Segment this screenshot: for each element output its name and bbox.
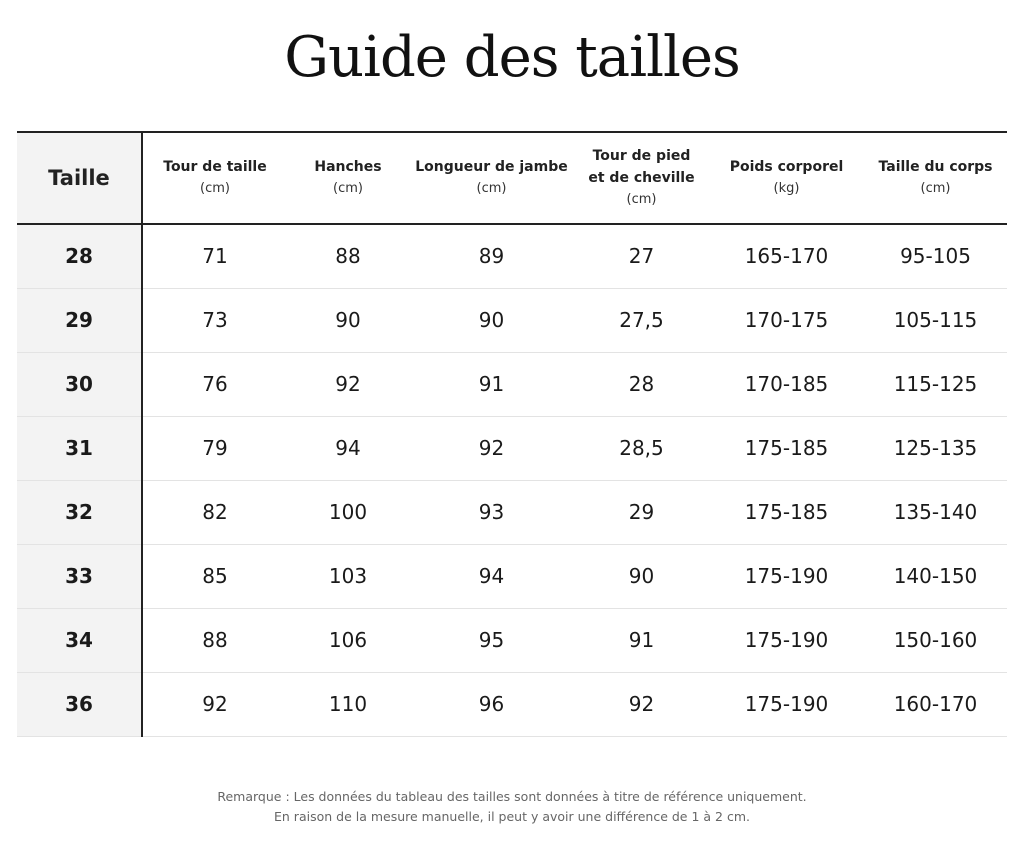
size-cell: 33 [17, 544, 142, 608]
footnote [0, 787, 1024, 827]
table-cell: 140-150 [893, 564, 978, 588]
table-cell: 27,5 [619, 308, 664, 332]
column-header-unit: (cm) [920, 181, 951, 196]
table-cell: 94 [335, 436, 361, 460]
size-cell: 29 [17, 288, 142, 352]
table-cell: 92 [628, 692, 655, 716]
table-row [17, 416, 1007, 480]
table-cell: 92 [335, 372, 361, 396]
table-cell: 76 [202, 372, 228, 396]
table-cell: 85 [202, 564, 228, 588]
page-title: Guide des tailles [284, 25, 740, 90]
column-header-label: Longueur de jambe [415, 159, 568, 175]
size-cell: 32 [17, 480, 142, 544]
table-cell: 27 [628, 244, 655, 269]
table-cell: 103 [328, 564, 368, 588]
table-cell: 82 [202, 500, 228, 524]
column-header-unit: (cm) [476, 181, 507, 196]
table-cell: 96 [478, 692, 505, 716]
table-header-row [17, 132, 1007, 224]
table-cell: 92 [478, 436, 505, 460]
table-cell: 88 [202, 628, 228, 652]
table-row [17, 224, 1007, 288]
table-cell: 175-190 [744, 628, 829, 652]
column-header-label: Taille [48, 166, 110, 190]
table-row [17, 672, 1007, 736]
table-row [17, 288, 1007, 352]
table-cell: 106 [328, 628, 368, 652]
table-body [17, 224, 1007, 736]
table-cell: 150-160 [893, 628, 978, 652]
table-cell: 95-105 [900, 244, 971, 269]
column-header [864, 132, 1007, 224]
table-cell: 88 [335, 244, 361, 269]
table-cell: 90 [478, 308, 505, 332]
table-cell: 29 [628, 500, 655, 524]
table-row [17, 544, 1007, 608]
table-cell: 175-185 [744, 500, 829, 524]
column-header-unit: (cm) [200, 181, 230, 196]
table-cell: 135-140 [893, 500, 978, 524]
footnote-line-1: Remarque : Les données du tableau des tailles sont données à titre de référence uniquement. [217, 789, 807, 804]
column-header [709, 132, 864, 224]
table-cell: 170-185 [744, 372, 829, 396]
table-cell: 28,5 [619, 436, 664, 460]
column-header-unit: (cm) [333, 181, 363, 196]
table-cell: 110 [328, 692, 368, 716]
table-cell: 125-135 [893, 436, 978, 460]
table-cell: 91 [478, 372, 505, 396]
table-cell: 93 [478, 500, 505, 524]
size-chart-table-container [17, 131, 1007, 737]
column-header-label: et de cheville [588, 170, 695, 186]
size-cell: 28 [17, 224, 142, 288]
table-cell: 90 [335, 308, 361, 332]
column-header [574, 132, 709, 224]
table-cell: 165-170 [744, 244, 829, 269]
table-cell: 92 [202, 692, 228, 716]
table-row [17, 608, 1007, 672]
size-cell: 30 [17, 352, 142, 416]
table-cell: 71 [202, 244, 228, 269]
size-cell: 31 [17, 416, 142, 480]
column-header [409, 132, 574, 224]
column-header-size [17, 132, 142, 224]
table-cell: 73 [202, 308, 228, 332]
size-chart-table [17, 131, 1007, 737]
table-cell: 100 [328, 500, 368, 524]
column-header-unit: (cm) [626, 192, 657, 207]
size-cell: 36 [17, 672, 142, 736]
table-row [17, 352, 1007, 416]
table-cell: 90 [628, 564, 655, 588]
column-header [287, 132, 409, 224]
table-cell: 170-175 [744, 308, 829, 332]
table-cell: 79 [202, 436, 228, 460]
size-cell: 34 [17, 608, 142, 672]
table-cell: 94 [478, 564, 505, 588]
table-cell: 28 [628, 372, 655, 396]
column-header-label: Tour de taille [163, 159, 267, 175]
table-cell: 115-125 [893, 372, 978, 396]
column-header-label: Tour de pied [592, 148, 691, 164]
table-cell: 105-115 [893, 308, 978, 332]
table-cell: 160-170 [893, 692, 978, 716]
table-cell: 175-185 [744, 436, 829, 460]
column-header-label: Hanches [314, 159, 382, 175]
table-cell: 89 [478, 244, 505, 269]
column-header-unit: (kg) [773, 181, 800, 196]
column-header [142, 132, 287, 224]
column-header-label: Taille du corps [878, 159, 993, 175]
footnote-line-2: En raison de la mesure manuelle, il peut y avoir une différence de 1 à 2 cm. [274, 809, 750, 824]
table-cell: 91 [628, 628, 655, 652]
table-cell: 95 [478, 628, 505, 652]
column-header-label: Poids corporel [729, 159, 844, 175]
table-cell: 175-190 [744, 692, 829, 716]
table-cell: 175-190 [744, 564, 829, 588]
table-row [17, 480, 1007, 544]
